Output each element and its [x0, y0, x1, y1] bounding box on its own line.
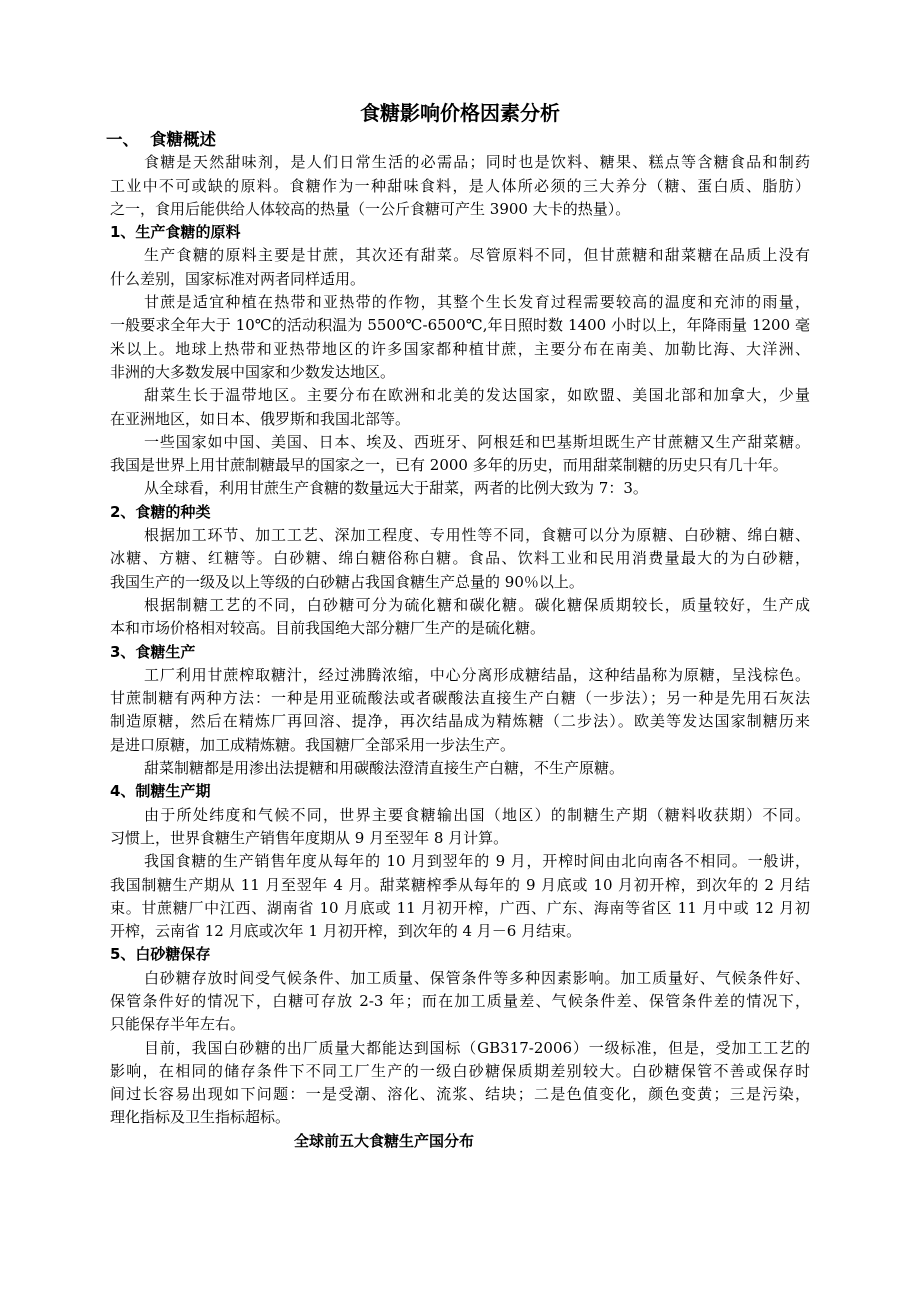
- paragraph-line: 束。甘蔗糖厂中江西、湖南省 10 月底或 11 月初开榨，广西、广东、海南等省区 11 月中或 12 月初: [110, 898, 810, 917]
- paragraph-line: 我国生产的一级及以上等级的白砂糖占我国食糖生产总量的 90％以上。: [110, 572, 584, 591]
- paragraph-line: 只能保存半年左右。: [110, 1015, 246, 1034]
- subsection-heading: 3、食糖生产: [110, 642, 196, 661]
- paragraph-line: 什么差别，国家标准对两者同样适用。: [110, 269, 366, 288]
- paragraph: [110, 291, 810, 384]
- paragraph-line: 我国制糖生产期从 11 月至翌年 4 月。甜菜糖榨季从每年的 9 月底或 10 月初开榨，到次年的 2 月结: [110, 875, 810, 894]
- document-title: 食糖影响价格因素分析: [360, 101, 560, 125]
- paragraph: [110, 967, 810, 1037]
- paragraph: [110, 1037, 810, 1130]
- paragraph: [110, 477, 810, 500]
- paragraph-line: 甘蔗制糖有两种方法：一种是用亚硫酸法或者碳酸法直接生产白糖（一步法）；另一种是先用石灰法: [110, 689, 810, 708]
- paragraph-line: 根据加工环节、加工工艺、深加工程度、专用性等不同，食糖可以分为原糖、白砂糖、绵白糖、: [144, 526, 810, 545]
- paragraph-line: 由于所处纬度和气候不同，世界主要食糖输出国（地区）的制糖生产期（糖料收获期）不同。: [144, 805, 810, 824]
- subsection-heading: 2、食糖的种类: [110, 502, 211, 521]
- subsection: [110, 641, 810, 781]
- paragraph: [110, 524, 810, 594]
- paragraph: [110, 594, 810, 641]
- paragraph-line: 本和市场价格相对较高。目前我国绝大部分糖厂生产的是硫化糖。: [110, 619, 546, 638]
- paragraph-line: 我国是世界上用甘蔗制糖最早的国家之一，已有 2000 多年的历史，而用甜菜制糖的历史只有几十年。: [110, 456, 788, 475]
- section-heading: [106, 128, 810, 151]
- paragraph-line: 在亚洲地区，如日本、俄罗斯和我国北部等。: [110, 409, 411, 428]
- paragraph-line: 一般要求全年大于 10℃的活动积温为 5500℃-6500℃,年日照时数 1400 小时以上，年降雨量 1200 毫: [110, 316, 810, 335]
- subsection: [110, 943, 810, 1129]
- paragraph-line: 从全球看，利用甘蔗生产食糖的数量远大于甜菜，两者的比例大致为 7：3。: [144, 479, 648, 498]
- paragraph-line: 工业中不可或缺的原料。食糖作为一种甜味食料，是人体所必须的三大养分（糖、蛋白质、脂肪）: [110, 176, 810, 195]
- section-label: 食糖概述: [150, 130, 216, 149]
- paragraph-line: 习惯上，世界食糖生产销售年度期从 9 月至翌年 8 月计算。: [110, 828, 509, 847]
- subsection: [110, 221, 810, 501]
- paragraph-line: 甜菜制糖都是用渗出法提糖和用碳酸法澄清直接生产白糖，不生产原糖。: [144, 759, 625, 778]
- paragraph-line: 甘蔗是适宜种植在热带和亚热带的作物，其整个生长发育过程需要较高的温度和充沛的雨量，: [144, 293, 810, 312]
- paragraph-line: 目前，我国白砂糖的出厂质量大都能达到国标（GB317-2006）一级标准，但是，受加工工艺的: [144, 1038, 810, 1057]
- paragraph-line: 理化指标及卫生指标超标。: [110, 1108, 291, 1127]
- subsections: [110, 221, 810, 1130]
- paragraph: [110, 664, 810, 757]
- subsection-heading: 5、白砂糖保存: [110, 945, 211, 964]
- paragraph: [110, 244, 810, 291]
- subsection: [110, 501, 810, 641]
- paragraph-line: 之一，食用后能供给人体较高的热量（一公斤食糖可产生 3900 大卡的热量）。: [110, 199, 631, 218]
- document-page: [106, 98, 810, 1153]
- paragraph-line: 甜菜生长于温带地区。主要分布在欧洲和北美的发达国家，如欧盟、美国北部和加拿大，少量: [144, 386, 810, 405]
- paragraph: [110, 431, 810, 478]
- paragraph-line: 工厂利用甘蔗榨取糖汁，经过沸腾浓缩，中心分离形成糖结晶，这种结晶称为原糖，呈浅棕色。: [144, 665, 810, 684]
- paragraph: [110, 757, 810, 780]
- paragraph-line: 影响，在相同的储存条件下不同工厂生产的一级白砂糖保质期差别较大。白砂糖保管不善或保存时: [110, 1061, 810, 1080]
- section-number: 一、: [106, 130, 139, 149]
- paragraph-line: 米以上。地球上热带和亚热带地区的许多国家都种植甘蔗，主要分布在南美、加勒比海、大洋洲、: [110, 339, 810, 358]
- paragraph-line: 冰糖、方糖、红糖等。白砂糖、绵白糖俗称白糖。食品、饮料工业和民用消费量最大的为白砂糖，: [110, 549, 810, 568]
- paragraph-line: 是进口原糖，加工成精炼糖。我国糖厂全部采用一步法生产。: [110, 735, 516, 754]
- paragraph-line: 保管条件好的情况下，白糖可存放 2-3 年；而在加工质量差、气候条件差、保管条件差的情况下，: [110, 991, 810, 1010]
- paragraph-line: 非洲的大多数发展中国家和少数发达地区。: [110, 362, 396, 381]
- paragraph: [110, 804, 810, 851]
- paragraph-line: 生产食糖的原料主要是甘蔗，其次还有甜菜。尽管原料不同，但甘蔗糖和甜菜糖在品质上没有: [144, 246, 810, 265]
- paragraph-line: 白砂糖存放时间受气候条件、加工质量、保管条件等多种因素影响。加工质量好、气候条件好、: [144, 968, 810, 987]
- subsection: [110, 780, 810, 943]
- paragraph-line: 根据制糖工艺的不同，白砂糖可分为硫化糖和碳化糖。碳化糖保质期较长，质量较好，生产成: [144, 595, 810, 614]
- subsection-heading: 4、制糖生产期: [110, 782, 211, 801]
- paragraph-line: 制造原糖，然后在精炼厂再回溶、提净，再次结晶成为精炼糖（二步法）。欧美等发达国家制糖历来: [110, 712, 810, 731]
- figure-caption: 全球前五大食糖生产国分布: [294, 1131, 475, 1150]
- intro-paragraph: [110, 151, 810, 221]
- subsection-heading: 1、生产食糖的原料: [110, 223, 241, 242]
- paragraph-line: 我国食糖的生产销售年度从每年的 10 月到翌年的 9 月，开榨时间由北向南各不相同。一般讲，: [144, 852, 810, 871]
- paragraph: [110, 384, 810, 431]
- paragraph-line: 开榨，云南省 12 月底或次年 1 月初开榨，到次年的 4 月－6 月结束。: [110, 922, 582, 941]
- paragraph-line: 一些国家如中国、美国、日本、埃及、西班牙、阿根廷和巴基斯坦既生产甘蔗糖又生产甜菜糖。: [144, 432, 810, 451]
- paragraph: [110, 850, 810, 943]
- paragraph-line: 食糖是天然甜味剂，是人们日常生活的必需品；同时也是饮料、糖果、糕点等含糖食品和制药: [144, 153, 810, 172]
- paragraph-line: 间过长容易出现如下问题：一是受潮、溶化、流浆、结块；二是色值变化，颜色变黄；三是污染，: [110, 1085, 810, 1104]
